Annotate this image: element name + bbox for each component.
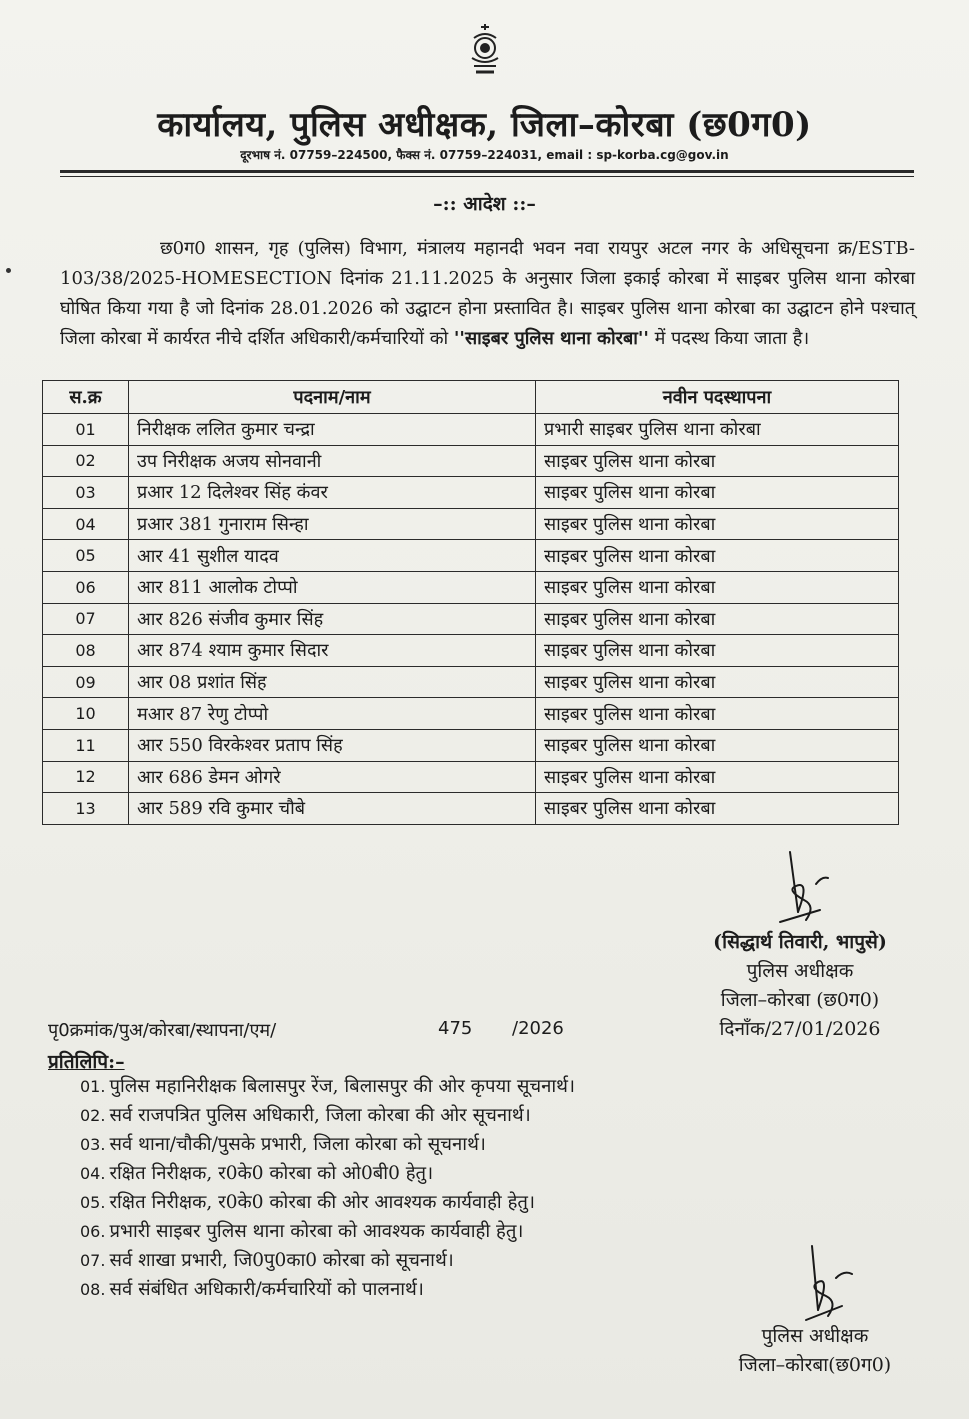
list-item-text: सर्व थाना/चौकी/पुसके प्रभारी, जिला कोरबा को सूचनार्थ। — [109, 1134, 486, 1155]
cell-sn: 01 — [43, 414, 129, 446]
list-item — [80, 1217, 800, 1246]
column-header-sn: स.क्र — [43, 381, 129, 414]
order-body-text-end: में पदस्थ किया जाता है। — [654, 328, 810, 349]
table-row — [43, 477, 899, 509]
list-item-number: 03. — [80, 1135, 106, 1154]
cell-sn: 11 — [43, 729, 129, 761]
contact-line: दूरभाष नं. 07759–224500, फैक्स नं. 07759–224031, email : sp-korba.cg@gov.in — [240, 148, 729, 162]
list-item — [80, 1101, 800, 1130]
list-item-number: 04. — [80, 1164, 106, 1183]
cell-sn: 10 — [43, 698, 129, 730]
header-rule — [60, 170, 914, 173]
cell-sn: 05 — [43, 540, 129, 572]
cell-posting: साइबर पुलिस थाना कोरबा — [536, 540, 899, 572]
order-body-text: छ0ग0 शासन, गृह (पुलिस) विभाग, मंत्रालय महानदी भवन नवा रायपुर अटल नगर के अधिसूचना क्र/ESTB-103/38/2025-HOMESECTION दिनांक 21.11.2025 के अनुसार जिला इकाई कोरबा में साइबर पुलिस थाना कोरबा घोषित किया गया है जो दिनांक 28.01.2026 को उद्घाटन होना प्रस्तावित है। साइबर पुलिस थाना कोरबा का उद्घाटन होने पश्चात् जिला कोरबा में कार्यरत नीचे दर्शित अधिकारी/कर्मचारियों को — [60, 238, 915, 349]
cell-posting: साइबर पुलिस थाना कोरबा — [536, 729, 899, 761]
cell-sn: 06 — [43, 571, 129, 603]
cell-name: प्रआर 381 गुनाराम सिन्हा — [129, 508, 536, 540]
list-item-text: पुलिस महानिरीक्षक बिलासपुर रेंज, बिलासपुर की ओर कृपया सूचनार्थ। — [109, 1076, 576, 1097]
cell-posting: साइबर पुलिस थाना कोरबा — [536, 603, 899, 635]
table-row — [43, 445, 899, 477]
cell-sn: 08 — [43, 635, 129, 667]
cell-sn: 13 — [43, 793, 129, 825]
list-item-number: 05. — [80, 1193, 106, 1212]
cell-sn: 03 — [43, 477, 129, 509]
table-row — [43, 698, 899, 730]
cell-sn: 07 — [43, 603, 129, 635]
cell-name: मआर 87 रेणु टोप्पो — [129, 698, 536, 730]
column-header-posting: नवीन पदस्थापना — [536, 381, 899, 414]
cell-posting: साइबर पुलिस थाना कोरबा — [536, 698, 899, 730]
table-row — [43, 603, 899, 635]
cell-sn: 04 — [43, 508, 129, 540]
list-item-number: 07. — [80, 1251, 106, 1270]
cell-name: उप निरीक्षक अजय सोनवानी — [129, 445, 536, 477]
signatory-district: जिला–कोरबा (छ0ग0) — [720, 989, 880, 1011]
cell-name: निरीक्षक ललित कुमार चन्द्रा — [129, 414, 536, 446]
column-header-name: पदनाम/नाम — [129, 381, 536, 414]
cell-sn: 12 — [43, 761, 129, 793]
office-title: कार्यालय, पुलिस अधीक्षक, जिला–कोरबा (छ0ग0) — [157, 105, 812, 145]
order-body-highlight: ''साइबर पुलिस थाना कोरबा'' — [453, 328, 649, 349]
cell-posting: साइबर पुलिस थाना कोरबा — [536, 761, 899, 793]
order-heading: –:: आदेश ::– — [433, 193, 536, 215]
reference-prefix: पृ0क्रमांक/पुअ/कोरबा/स्थापना/एम/ — [48, 1020, 277, 1041]
cell-name: आर 589 रवि कुमार चौबे — [129, 793, 536, 825]
footer-district: जिला–कोरबा(छ0ग0) — [738, 1354, 892, 1376]
cell-name: प्रआर 12 दिलेश्वर सिंह कंवर — [129, 477, 536, 509]
table-row — [43, 508, 899, 540]
cell-posting: प्रभारी साइबर पुलिस थाना कोरबा — [536, 414, 899, 446]
cell-name: आर 686 डेमन ओगरे — [129, 761, 536, 793]
list-item-text: सर्व शाखा प्रभारी, जि0पु0का0 कोरबा को सूचनार्थ। — [109, 1250, 454, 1271]
reference-year: /2026 — [512, 1018, 564, 1039]
list-item — [80, 1072, 800, 1101]
cell-name: आर 08 प्रशांत सिंह — [129, 666, 536, 698]
list-item-text: सर्व संबंधित अधिकारी/कर्मचारियों को पालनार्थ। — [109, 1279, 424, 1300]
signatory-block — [680, 928, 920, 1044]
table-row — [43, 414, 899, 446]
table-row — [43, 761, 899, 793]
list-item-number: 08. — [80, 1280, 106, 1299]
reference-number: 475 — [438, 1018, 473, 1039]
cell-name: आर 874 श्याम कुमार सिदार — [129, 635, 536, 667]
signatory-designation: पुलिस अधीक्षक — [746, 960, 854, 982]
cell-sn: 09 — [43, 666, 129, 698]
police-emblem-icon — [462, 20, 508, 78]
order-body — [60, 234, 915, 354]
posting-table — [42, 380, 899, 825]
copy-to-list — [80, 1072, 800, 1304]
cell-posting: साइबर पुलिस थाना कोरबा — [536, 477, 899, 509]
list-item — [80, 1275, 800, 1304]
cell-posting: साइबर पुलिस थाना कोरबा — [536, 445, 899, 477]
list-item — [80, 1246, 800, 1275]
list-item-text: रक्षित निरीक्षक, र0के0 कोरबा की ओर आवश्यक कार्यवाही हेतु। — [109, 1192, 535, 1213]
table-row — [43, 729, 899, 761]
signature-icon — [776, 850, 836, 930]
signatory-date: दिनाँक/27/01/2026 — [719, 1018, 881, 1040]
signatory-name: (सिद्धार्थ तिवारी, भापुसे) — [713, 931, 887, 953]
header-rule-thin — [60, 176, 914, 177]
copy-to-heading: प्रतिलिपि:– — [48, 1051, 125, 1073]
table-row — [43, 793, 899, 825]
list-item-number: 02. — [80, 1106, 106, 1125]
cell-posting: साइबर पुलिस थाना कोरबा — [536, 635, 899, 667]
margin-mark — [6, 268, 11, 273]
list-item-text: रक्षित निरीक्षक, र0के0 कोरबा को ओ0बी0 हेतु। — [109, 1163, 434, 1184]
table-row — [43, 635, 899, 667]
cell-posting: साइबर पुलिस थाना कोरबा — [536, 666, 899, 698]
table-header-row — [43, 381, 899, 414]
signature-icon — [800, 1244, 860, 1326]
cell-name: आर 811 आलोक टोप्पो — [129, 571, 536, 603]
list-item — [80, 1159, 800, 1188]
list-item-text: सर्व राजपत्रित पुलिस अधिकारी, जिला कोरबा की ओर सूचनार्थ। — [109, 1105, 531, 1126]
list-item — [80, 1188, 800, 1217]
list-item — [80, 1130, 800, 1159]
cell-posting: साइबर पुलिस थाना कोरबा — [536, 571, 899, 603]
table-row — [43, 666, 899, 698]
cell-posting: साइबर पुलिस थाना कोरबा — [536, 508, 899, 540]
list-item-number: 06. — [80, 1222, 106, 1241]
cell-name: आर 826 संजीव कुमार सिंह — [129, 603, 536, 635]
cell-sn: 02 — [43, 445, 129, 477]
footer-designation: पुलिस अधीक्षक — [761, 1325, 869, 1347]
table-row — [43, 540, 899, 572]
list-item-number: 01. — [80, 1077, 106, 1096]
cell-name: आर 41 सुशील यादव — [129, 540, 536, 572]
cell-posting: साइबर पुलिस थाना कोरबा — [536, 793, 899, 825]
list-item-text: प्रभारी साइबर पुलिस थाना कोरबा को आवश्यक कार्यवाही हेतु। — [109, 1221, 524, 1242]
cell-name: आर 550 विरकेश्वर प्रताप सिंह — [129, 729, 536, 761]
footer-signatory-block — [720, 1322, 910, 1380]
table-row — [43, 571, 899, 603]
